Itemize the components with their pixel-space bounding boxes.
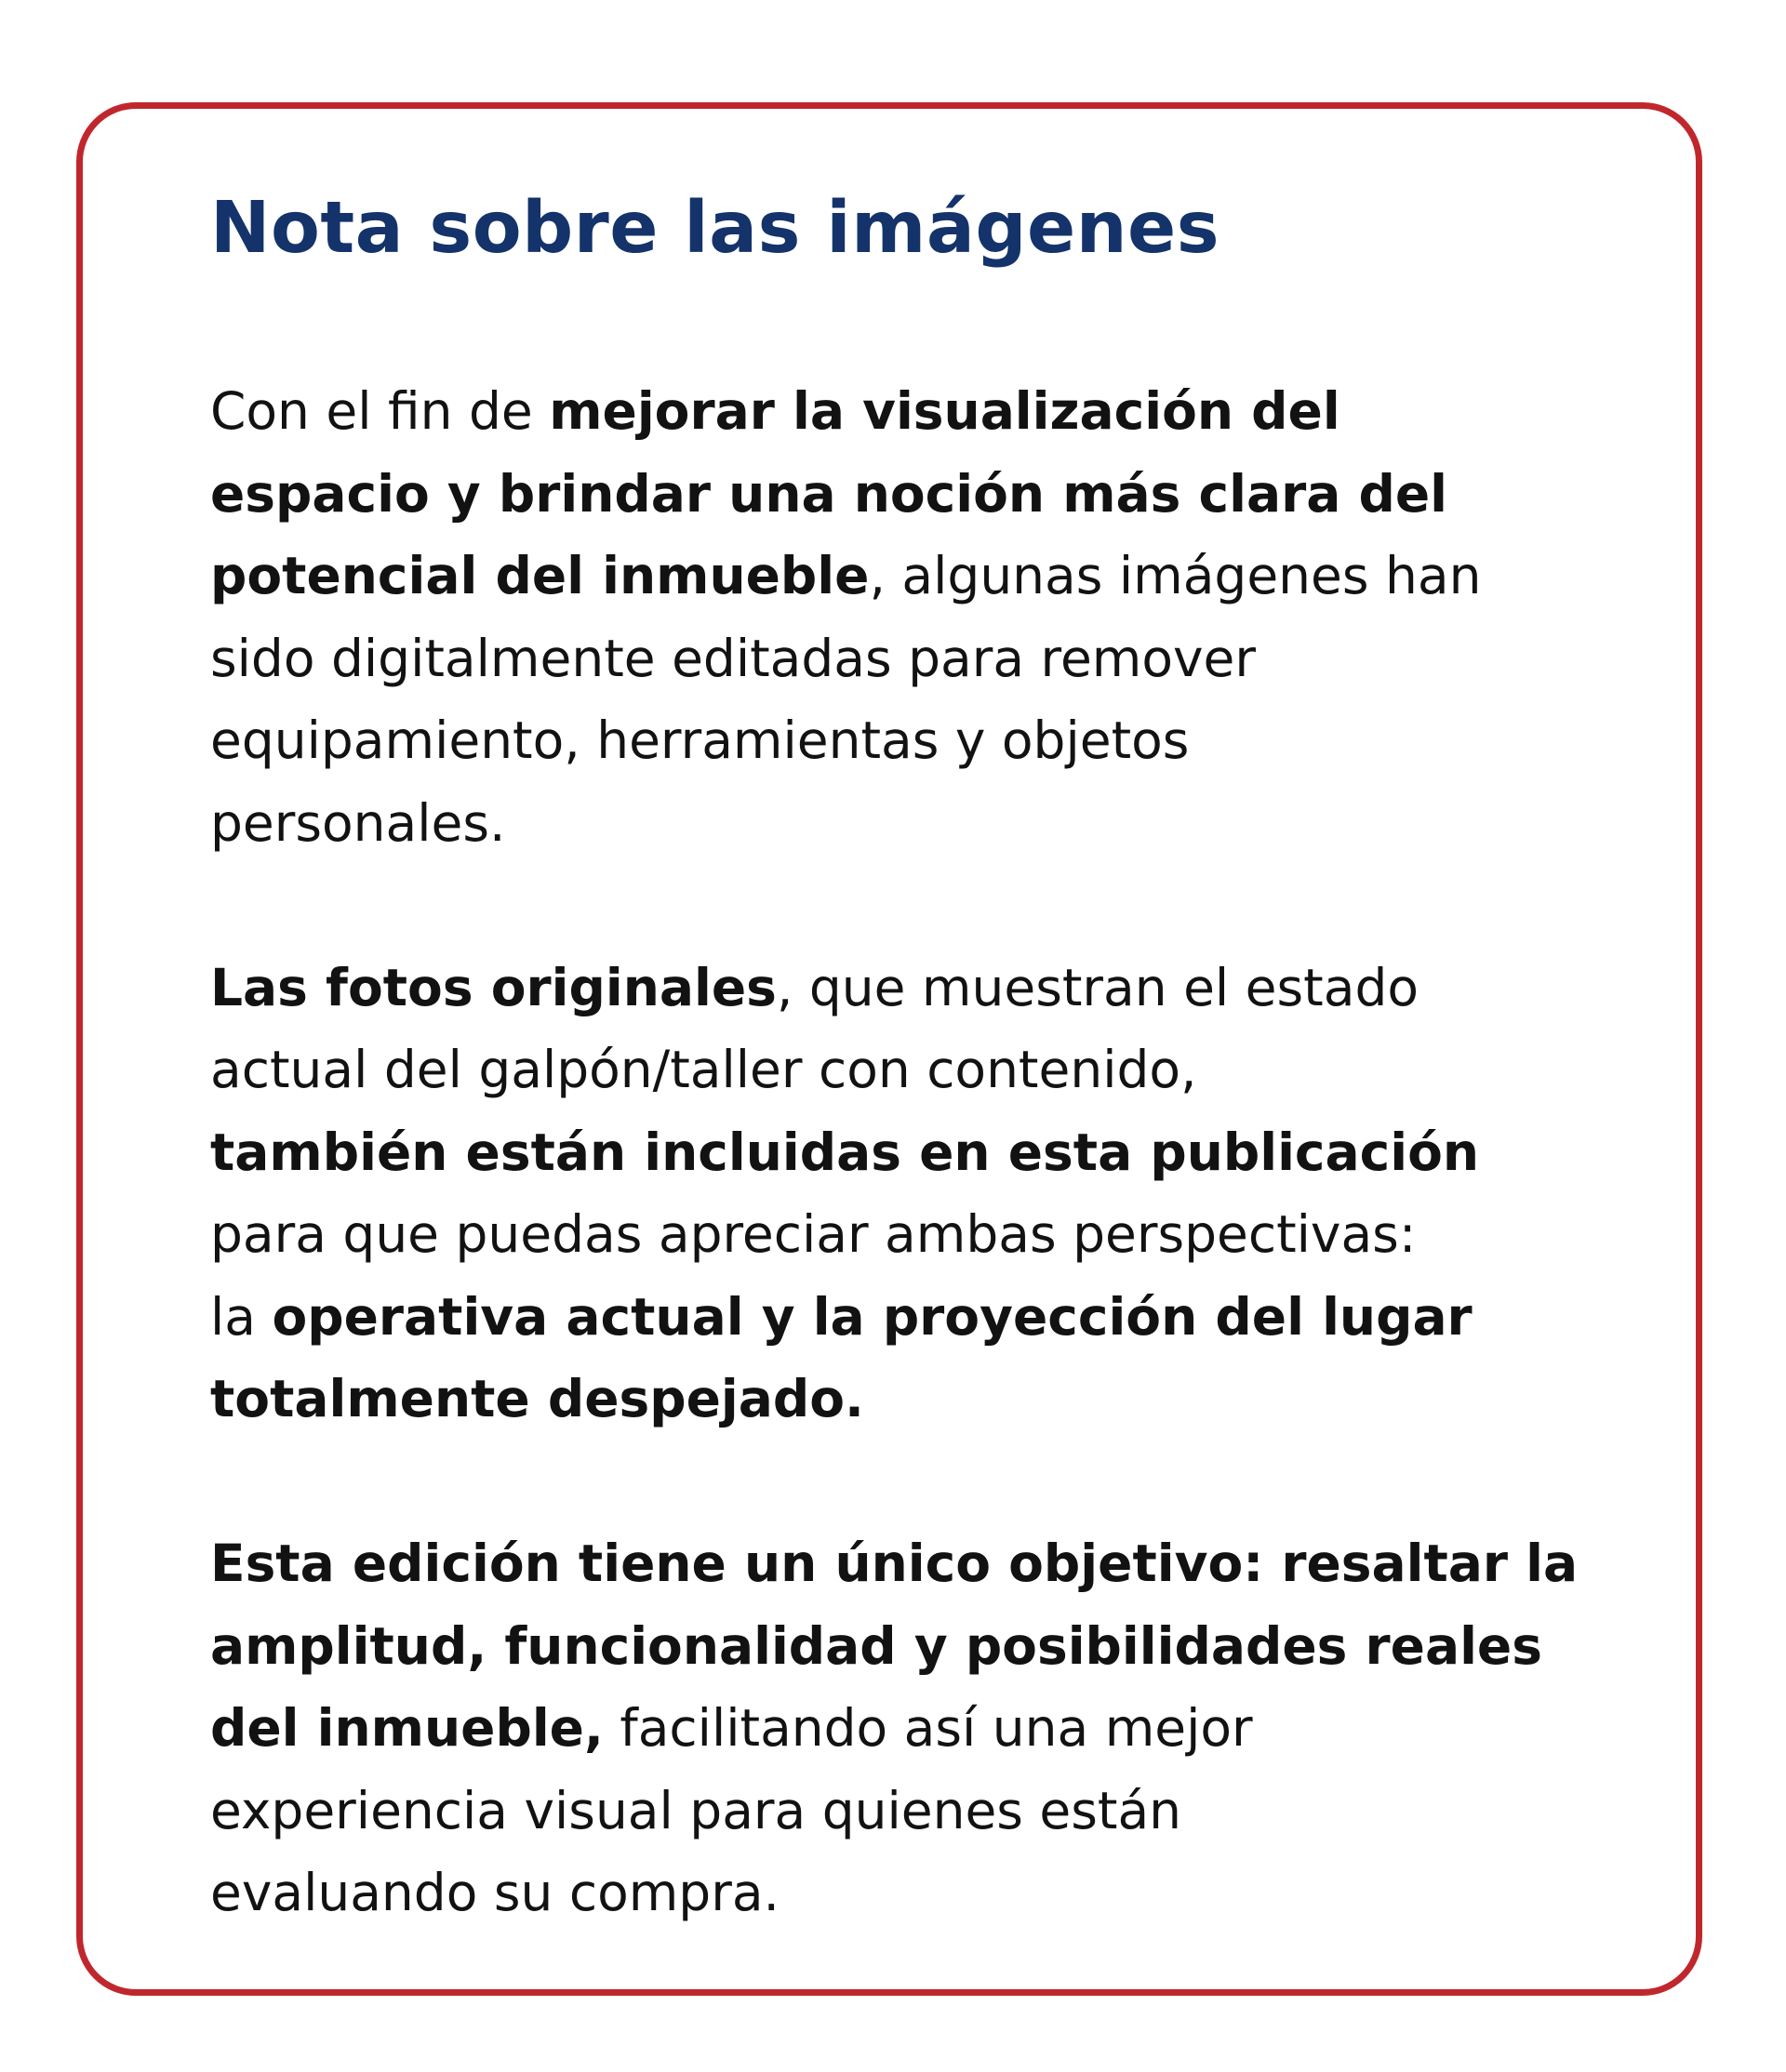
paragraph-line: [210, 1687, 1596, 1770]
paragraph-line: [210, 1111, 1596, 1194]
paragraph-line: [210, 1522, 1596, 1605]
text-run: personales.: [210, 792, 506, 853]
text-run: Con el fin de: [210, 381, 550, 441]
bold-text-run: amplitud, funcionalidad y posibilidades reales: [210, 1615, 1542, 1676]
text-run: facilitando así una mejor: [603, 1698, 1253, 1758]
text-run: , algunas imágenes han: [869, 546, 1482, 605]
bold-text-run: mejorar la visualización del: [549, 381, 1340, 441]
paragraph-line: [210, 370, 1596, 453]
text-run: la: [210, 1286, 273, 1347]
paragraph-line: [210, 1770, 1596, 1853]
text-run: actual del galpón/taller con contenido,: [210, 1040, 1197, 1099]
paragraph-line: [210, 947, 1596, 1029]
note-body: [210, 370, 1596, 1934]
text-run: sido digitalmente editadas para remover: [210, 628, 1257, 688]
paragraph-line: [210, 1605, 1596, 1688]
paragraph-2: [210, 947, 1596, 1441]
paragraph-line: [210, 1193, 1596, 1276]
note-title: Nota sobre las imágenes: [210, 187, 1220, 270]
bold-text-run: también están incluidas en esta publicación: [210, 1122, 1480, 1182]
paragraph-line: [210, 453, 1596, 536]
bold-text-run: espacio y brindar una noción más clara del: [210, 463, 1448, 524]
paragraph-line: [210, 1358, 1596, 1441]
text-run: evaluando su compra.: [210, 1863, 780, 1922]
text-run: , que muestran el estado: [776, 957, 1419, 1017]
paragraph-line: [210, 1276, 1596, 1359]
paragraph-line: [210, 1029, 1596, 1111]
paragraph-3: [210, 1522, 1596, 1934]
bold-text-run: operativa actual y la proyección del lugar: [272, 1286, 1473, 1347]
bold-text-run: del inmueble,: [210, 1698, 604, 1758]
paragraph-1: [210, 370, 1596, 864]
paragraph-line: [210, 535, 1596, 618]
text-run: equipamiento, herramientas y objetos: [210, 711, 1190, 770]
text-run: para que puedas apreciar ambas perspectivas:: [210, 1204, 1417, 1264]
bold-text-run: totalmente despejado.: [210, 1369, 864, 1428]
paragraph-line: [210, 699, 1596, 782]
bold-text-run: Las fotos originales: [210, 957, 777, 1017]
paragraph-line: [210, 782, 1596, 865]
bold-text-run: Esta edición tiene un único objetivo: resaltar la: [210, 1534, 1579, 1593]
paragraph-line: [210, 1852, 1596, 1934]
bold-text-run: potencial del inmueble: [210, 546, 870, 605]
text-run: experiencia visual para quienes están: [210, 1780, 1182, 1840]
paragraph-line: [210, 618, 1596, 700]
